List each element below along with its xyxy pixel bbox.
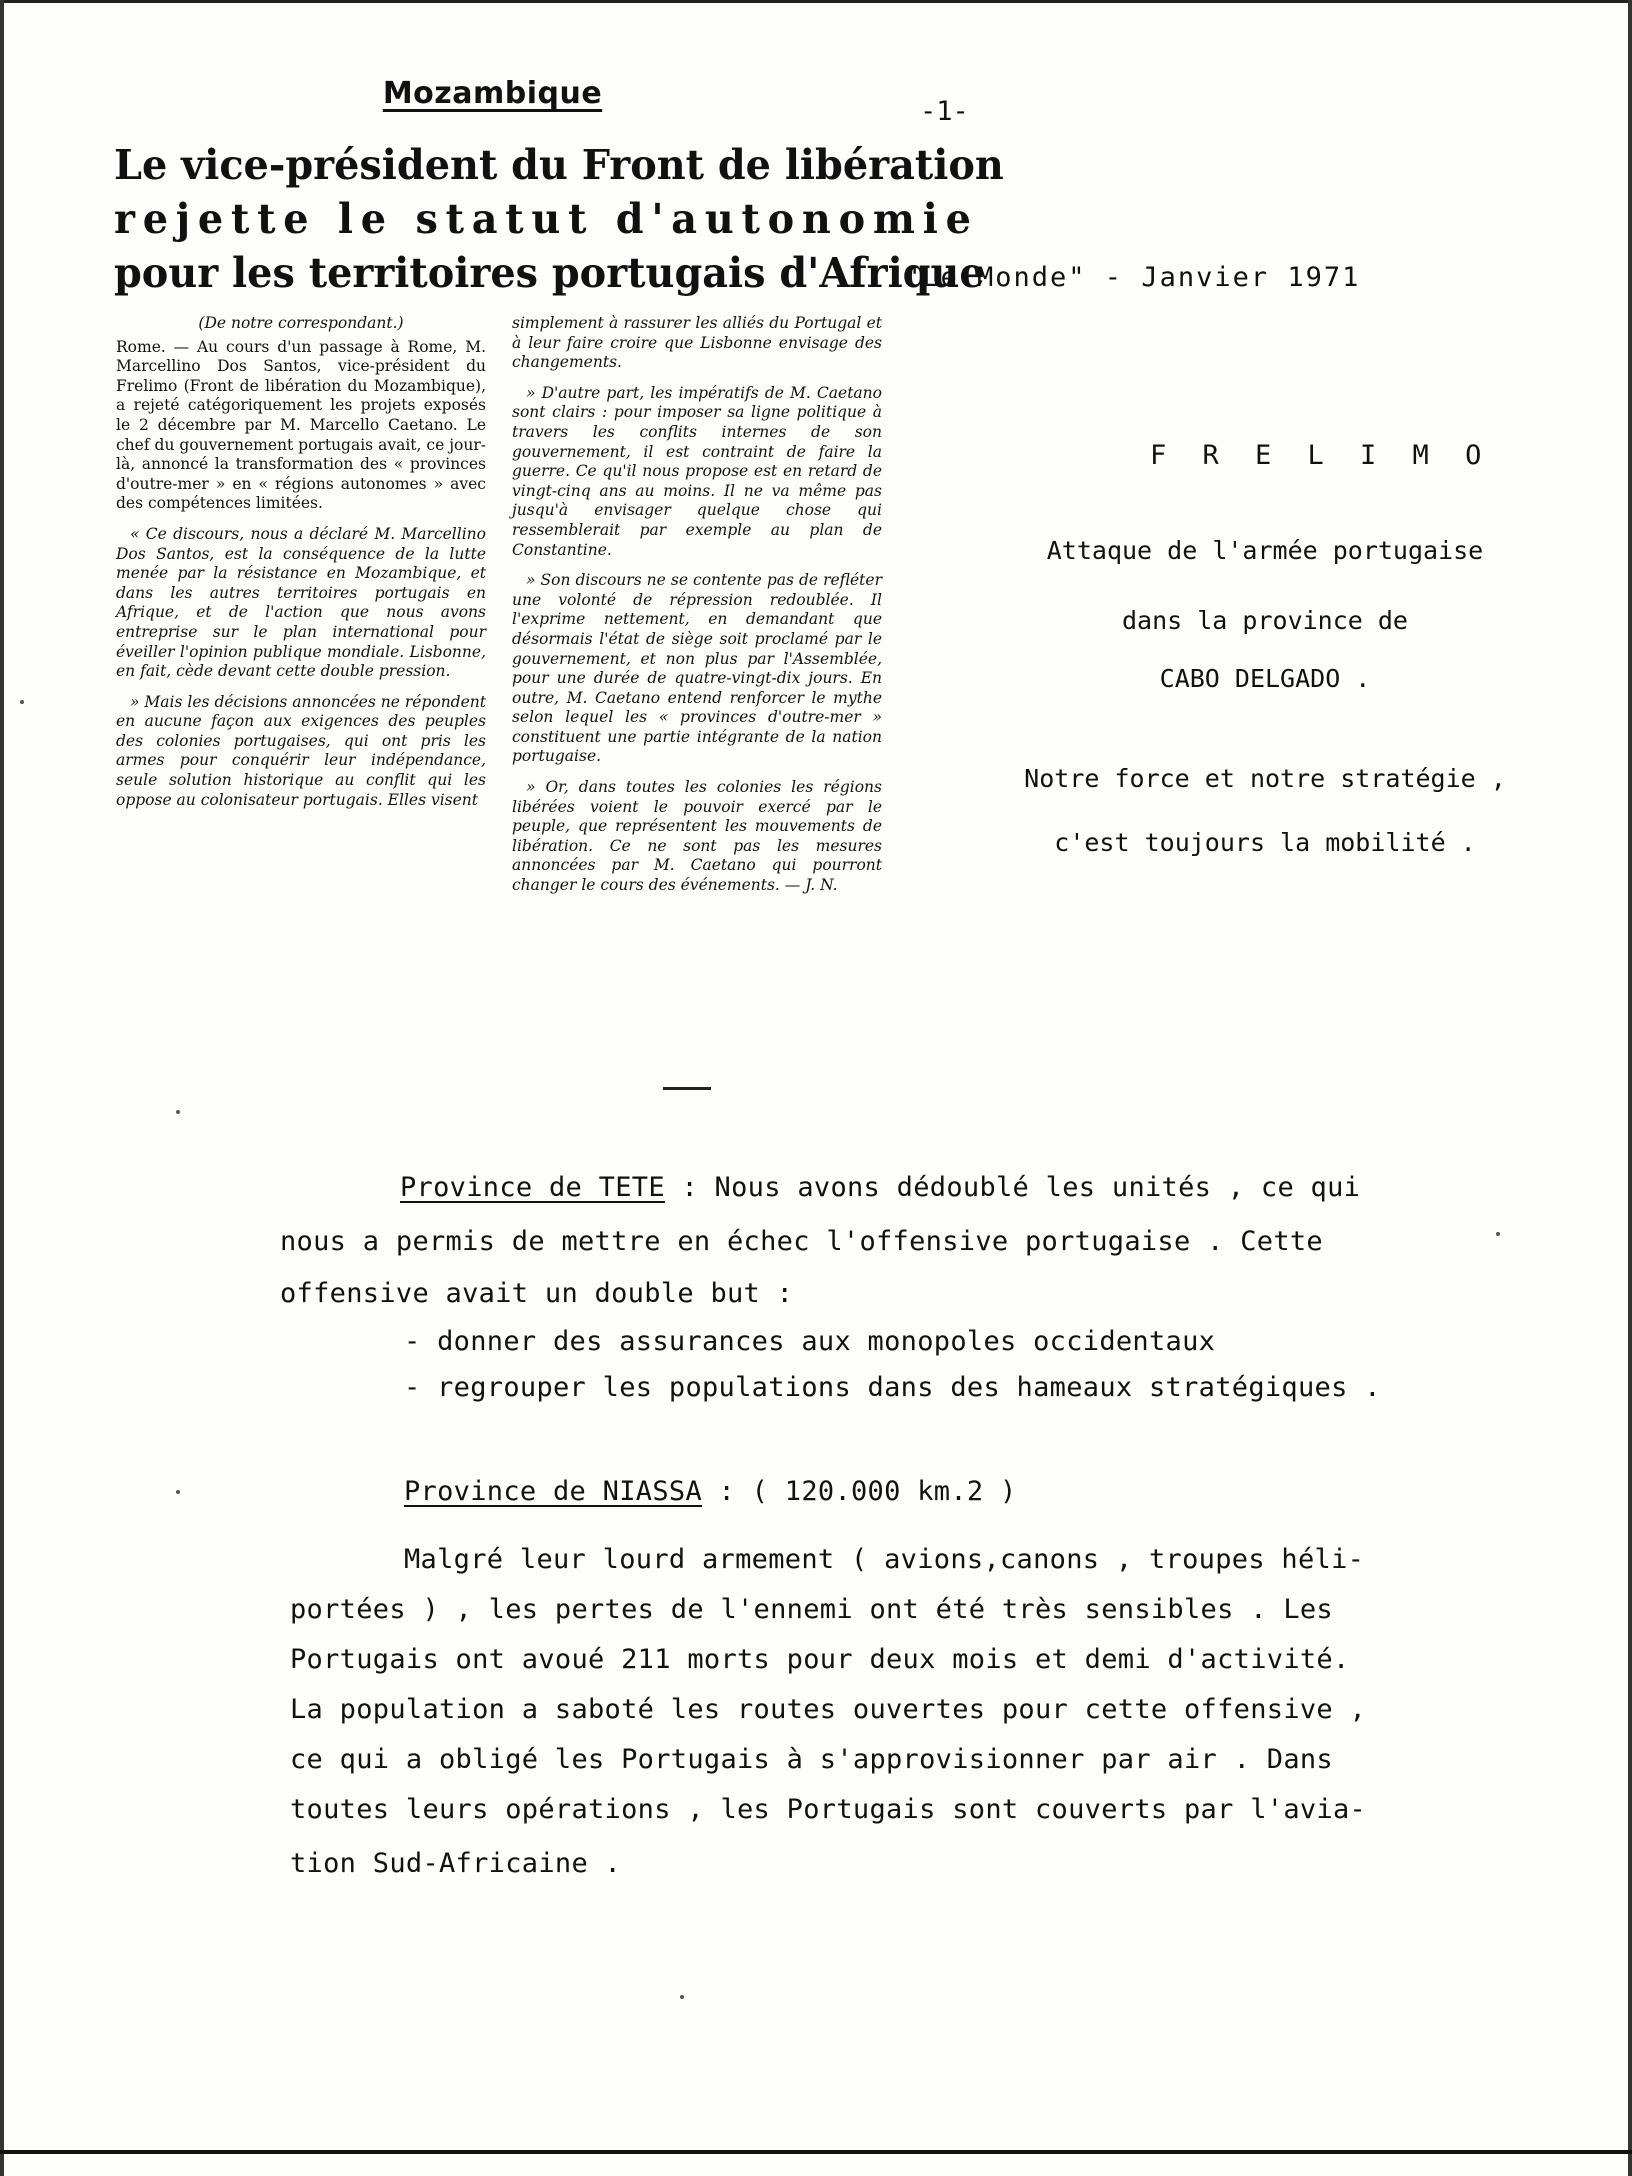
scan-speck bbox=[176, 1490, 180, 1494]
article-paragraph: Rome. — Au cours d'un passage à Rome, M. Marcellino Dos Santos, vice-président du Frelimo (Front de libération du Mozambique), a rejeté catégoriquement les projets exposés le 2 décembre par M. Marcello Caetano. Le chef du gouvernement portugais avait, ce jour-là, annoncé la transformation des « provinces d'outre-mer » en « régions autonomes » avec des compétences limitées. bbox=[116, 337, 486, 513]
tete-line: nous a permis de mettre en échec l'offensive portugaise . Cette bbox=[280, 1226, 1323, 1257]
article-paragraph: « Ce discours, nous a déclaré M. Marcellino Dos Santos, est la conséquence de la lutte menée par la résistance en Mozambique, et dans les autres territoires portugais en Afrique, et de l'action que nous avons entreprise sur le plan international pour éveiller l'opinion publique mondiale. Lisbonne, en fait, cède devant cette double pression. bbox=[116, 524, 486, 681]
byline: (De notre correspondant.) bbox=[198, 314, 404, 332]
clipping-end-rule bbox=[663, 1087, 711, 1090]
article-paragraph: » D'autre part, les impératifs de M. Caetano sont clairs : pour imposer sa ligne politique à travers les conflits internes de son gouvernement, il est contraint de faire la guerre. Ce qu'il nous propose est en retard de vingt-cinq ans au moins. Il ne va même pas jusqu'à envisager quelque chose qui ressemblerait par exemple au plan de Constantine. bbox=[512, 383, 882, 559]
article-paragraph: simplement à rassurer les alliés du Portugal et à leur faire croire que Lisbonne envisage des changements. bbox=[512, 314, 882, 372]
article-paragraph: » Son discours ne se contente pas de refléter une volonté de répression redoublée. Il l'exprime nettement, en demandant que désormais l'état de siège soit proclamé par le gouvernement, et non plus par l'Assemblée, pour une durée de quatre-vingt-dix jours. En outre, M. Caetano entend renforcer le mythe selon lequel les « provinces d'outre-mer » constituent une partie intégrante de la nation portugaise. bbox=[512, 571, 882, 766]
summary-line: CABO DELGADO . bbox=[1159, 664, 1371, 693]
page-number: -1- bbox=[920, 96, 969, 127]
niassa-line: ce qui a obligé les Portugais à s'approvisionner par air . Dans bbox=[290, 1744, 1333, 1775]
scan-speck bbox=[20, 700, 24, 704]
scan-speck bbox=[1496, 1232, 1500, 1236]
niassa-line: portées ) , les pertes de l'ennemi ont été très sensibles . Les bbox=[290, 1594, 1333, 1625]
page-border-top bbox=[0, 0, 1632, 3]
scan-speck bbox=[680, 1995, 684, 1999]
niassa-label: Province de NIASSA bbox=[404, 1476, 702, 1507]
niassa-area: : ( 120.000 km.2 ) bbox=[702, 1476, 1017, 1507]
summary-line: dans la province de bbox=[1122, 606, 1408, 635]
headline-line: rejette le statut d'autonomie bbox=[114, 195, 979, 243]
tete-label: Province de TETE bbox=[400, 1172, 665, 1203]
article-paragraph: » Mais les décisions annoncées ne répondent en aucune façon aux exigences des peuples des colonies portugaises, qui ont pris les armes pour conquérir leur indépendance, seule solution historique au conflit qui les oppose au colonisateur portugais. Elles visent bbox=[116, 692, 486, 809]
tete-line: offensive avait un double but : bbox=[280, 1278, 794, 1309]
clipping-column-2 bbox=[512, 314, 882, 907]
clipping-headline bbox=[114, 138, 1004, 300]
niassa-line: Malgré leur lourd armement ( avions,canons , troupes héli- bbox=[404, 1544, 1365, 1575]
article-paragraph: » Or, dans toutes les colonies les régions libérées voient le pouvoir exercé par le peuple, que représentent les mouvements de libération. Ce ne sont pas les mesures annoncées par M. Caetano qui pourront changer le cours des événements. — J. N. bbox=[512, 778, 882, 895]
page-border-bottom bbox=[0, 2150, 1632, 2154]
organization-title: F R E L I M O bbox=[1150, 440, 1492, 471]
summary-line: Notre force et notre stratégie , bbox=[1024, 764, 1506, 793]
summary-line: c'est toujours la mobilité . bbox=[1054, 828, 1476, 857]
tete-intro: : Nous avons dédoublé les unités , ce qui bbox=[664, 1172, 1361, 1203]
clipping-kicker: Mozambique bbox=[382, 76, 603, 111]
tete-bullet: - donner des assurances aux monopoles occidentaux bbox=[404, 1326, 1216, 1357]
headline-line: pour les territoires portugais d'Afrique bbox=[114, 249, 985, 297]
clipping-column-1 bbox=[116, 314, 486, 821]
source-citation: "Le Monde" - Janvier 1971 bbox=[904, 262, 1361, 293]
niassa-line: toutes leurs opérations , les Portugais sont couverts par l'avia- bbox=[290, 1794, 1367, 1825]
headline-line: Le vice-président du Front de libération bbox=[114, 141, 1004, 189]
niassa-heading-line bbox=[404, 1476, 1017, 1507]
scan-speck bbox=[176, 1110, 180, 1114]
niassa-line: Portugais ont avoué 211 morts pour deux mois et demi d'activité. bbox=[290, 1644, 1350, 1675]
tete-heading-line bbox=[400, 1172, 1360, 1203]
niassa-line: tion Sud-Africaine . bbox=[290, 1848, 622, 1879]
tete-bullet: - regrouper les populations dans des hameaux stratégiques . bbox=[404, 1372, 1381, 1403]
summary-line: Attaque de l'armée portugaise bbox=[1046, 536, 1484, 565]
page-border-left bbox=[0, 0, 4, 2176]
niassa-line: La population a saboté les routes ouvertes pour cette offensive , bbox=[290, 1694, 1367, 1725]
page-border-right bbox=[1628, 0, 1632, 2176]
